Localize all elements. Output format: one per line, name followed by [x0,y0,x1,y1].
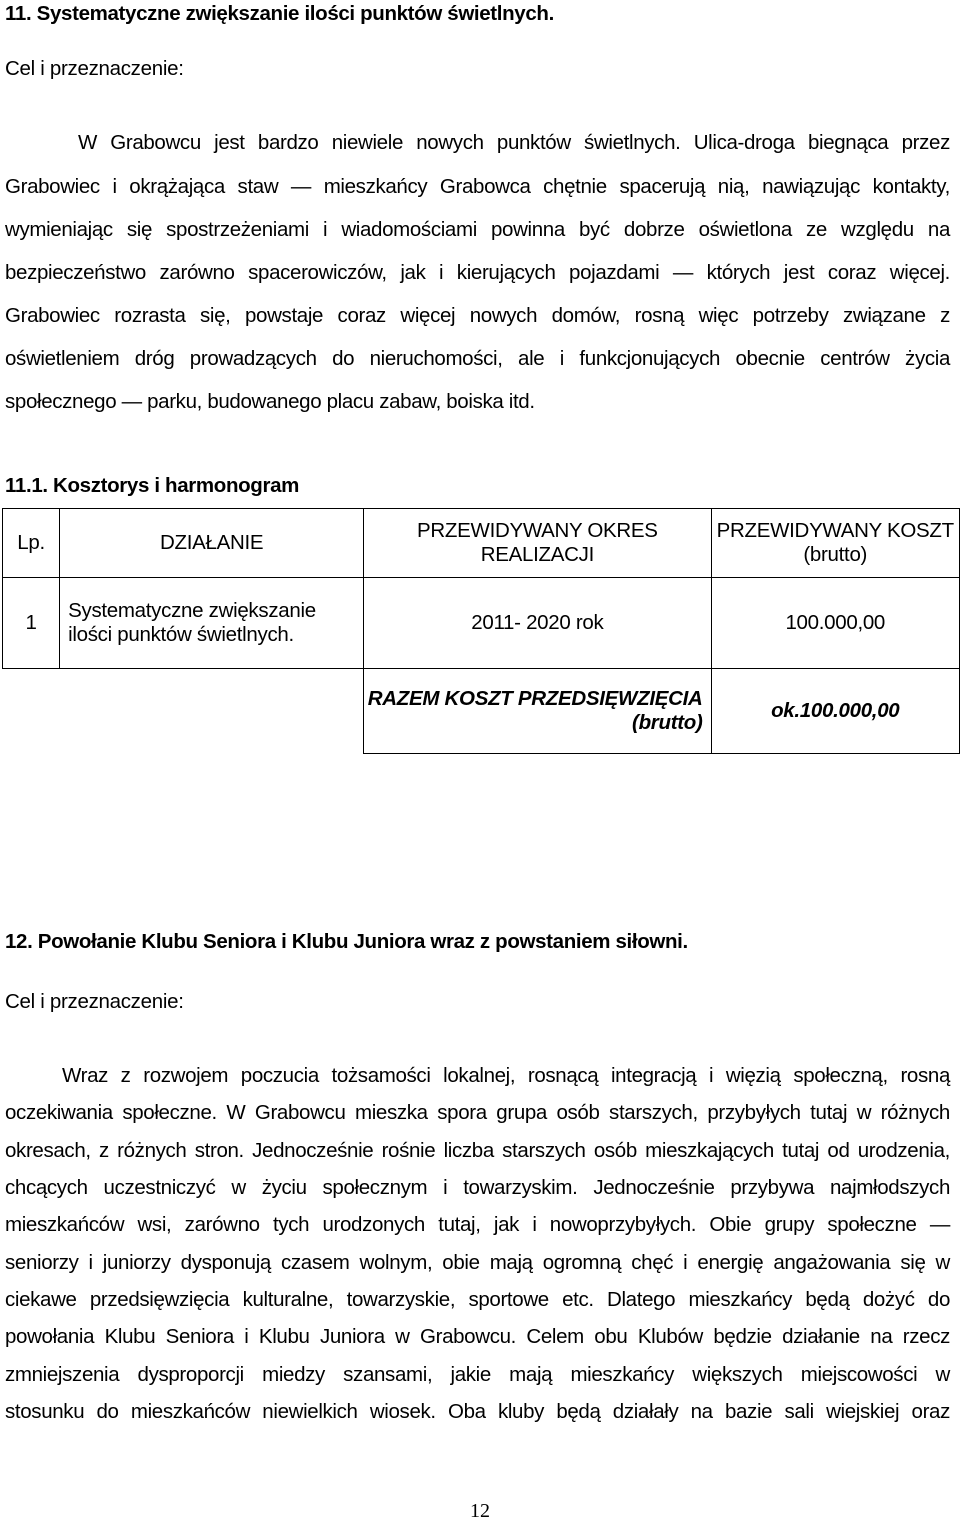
paragraph-line: ciekawe przedsięwzięcia kulturalne, towarzyskie, sportowe etc. Dlatego mieszkańcy będą dożyć do [5,1288,950,1311]
paragraph-line: Grabowiec rozrasta się, powstaje coraz więcej nowych domów, rosną więc potrzeby związane z [5,304,950,327]
total-value: ok.100.000,00 [711,669,960,754]
total-label: RAZEM KOSZT PRZEDSIĘWZIĘCIA (brutto) [364,669,711,754]
cell-cost: 100.000,00 [711,578,960,669]
section-11-heading: 11. Systematyczne zwiększanie ilości punktów świetlnych. [5,2,554,25]
header-period: PRZEWIDYWANY OKRES REALIZACJI [364,509,711,578]
cell-period: 2011- 2020 rok [364,578,711,669]
paragraph-line: mieszkańców wsi, zarówno tych urodzonych tutaj, jak i nowoprzybyłych. Obie grupy społeczne — [5,1213,950,1236]
cell-lp: 1 [3,578,60,669]
cost-schedule-table [2,508,960,754]
paragraph-line: oświetleniem dróg prowadzących do nieruchomości, ale i funkcjonujących obecnie centrów życia [5,347,950,370]
section-11-purpose-label: Cel i przeznaczenie: [5,57,184,80]
paragraph-line: zmniejszenia dysproporcji miedzy szansami, jakie mają mieszkańcy większych miejscowości w [5,1363,950,1386]
paragraph-line: oczekiwania społeczne. W Grabowcu mieszka spora grupa osób starszych, przybyłych tutaj w różnych [5,1101,950,1124]
paragraph-line: powołania Klubu Seniora i Klubu Juniora w Grabowcu. Celem obu Klubów będzie działanie na rzecz [5,1325,950,1348]
section-12-purpose-label: Cel i przeznaczenie: [5,990,184,1013]
paragraph-line: bezpieczeństwo zarówno spacerowiczów, jak i kierujących pojazdami — których jest coraz więcej. [5,261,950,284]
page-number: 12 [470,1500,490,1522]
header-cost: PRZEWIDYWANY KOSZT (brutto) [711,509,960,578]
paragraph-line: seniorzy i juniorzy dysponują czasem wolnym, obie mają ogromną chęć i energię angażowania się w [5,1251,950,1274]
paragraph-line: W Grabowcu jest bardzo niewiele nowych punktów świetlnych. Ulica-droga biegnąca przez [78,131,950,154]
table-header-row [3,509,960,578]
header-lp: Lp. [3,509,60,578]
table-row [3,578,960,669]
paragraph-line: stosunku do mieszkańców niewielkich wiosek. Oba kluby będą działały na bazie sali wiejskiej oraz [5,1400,950,1423]
paragraph-line: wymieniając się spostrzeżeniami i wiadomościami powinna być dobrze oświetlona ze względu na [5,218,950,241]
section-12-heading: 12. Powołanie Klubu Seniora i Klubu Juniora wraz z powstaniem siłowni. [5,930,688,953]
paragraph-line: Grabowiec i okrążająca staw — mieszkańcy Grabowca chętnie spacerują nią, nawiązując kontakty, [5,175,950,198]
empty-cell [60,669,364,754]
paragraph-line: chcących uczestniczyć w życiu społecznym i towarzyskim. Jednocześnie przybywa najmłodszych [5,1176,950,1199]
paragraph-line: Wraz z rozwojem poczucia tożsamości lokalnej, rosnącą integracją i więzią społeczną, rosną [62,1064,950,1087]
paragraph-line: społecznego — parku, budowanego placu zabaw, boiska itd. [5,390,535,413]
paragraph-line: okresach, z różnych stron. Jednocześnie rośnie liczba starszych osób mieszkających tutaj od urodzenia, [5,1139,950,1162]
empty-cell [3,669,60,754]
cell-action: Systematyczne zwiększanie ilości punktów świetlnych. [60,578,364,669]
table-total-row [3,669,960,754]
subsection-heading: 11.1. Kosztorys i harmonogram [5,474,300,497]
header-action: DZIAŁANIE [60,509,364,578]
